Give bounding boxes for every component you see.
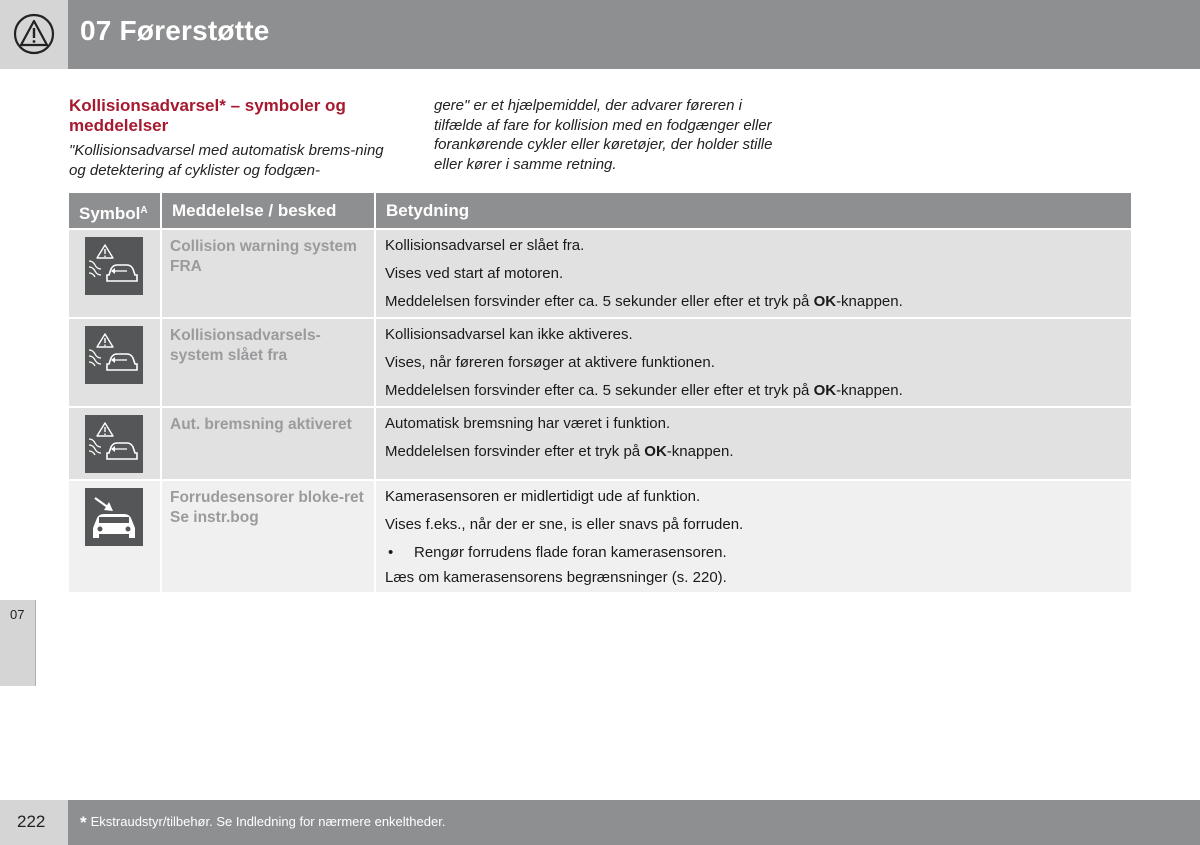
table-row [69, 319, 1131, 406]
header-symbol: Symbol$^A$ [79, 204, 148, 223]
table-row [69, 230, 1131, 317]
meaning-cell [376, 230, 1131, 317]
warning-triangle-icon [13, 13, 55, 55]
symbol-cell [69, 481, 160, 592]
meaning-cell [376, 481, 1131, 592]
bullet-icon: • [388, 544, 394, 561]
chapter-title: 07 Førerstøtte [80, 15, 270, 46]
message-text: Collision warning system FRA [170, 238, 357, 275]
meaning-line: Automatisk bremsning har været i funktion. [385, 415, 671, 432]
message-cell [162, 408, 374, 479]
symbol-cell [69, 408, 160, 479]
collision-warning-icon [85, 415, 143, 473]
message-cell [162, 230, 374, 317]
symbol-cell [69, 230, 160, 317]
message-cell [162, 319, 374, 406]
meaning-line: Kollisionsadvarsel kan ikke aktiveres. [385, 326, 633, 343]
intro-text-right: gere" er et hjælpemiddel, der advarer føreren i tilfælde af fare for kollision med en fodgænger eller forankørende cykler eller køretøjer, der holder stille eller kører i samme retning. [434, 97, 773, 173]
meaning-bullet: • Rengør forrudens flade foran kamerasensoren. [388, 544, 727, 561]
meaning-line: Meddelelsen forsvinder efter et tryk på OK-knappen. [385, 443, 734, 460]
message-text: Forrudesensorer bloke-ret Se instr.bog [170, 489, 364, 526]
meaning-line: Læs om kamerasensorens begrænsninger (s. 220). [385, 569, 727, 586]
meaning-line: Vises, når føreren forsøger at aktivere funktionen. [385, 354, 715, 371]
collision-warning-icon [85, 237, 143, 295]
table-header [69, 193, 1131, 228]
message-text: Kollisionsadvarsels-system slået fra [170, 327, 321, 364]
meaning-line: Meddelelsen forsvinder efter ca. 5 sekunder eller efter et tryk på OK-knappen. [385, 382, 903, 399]
chapter-tab: 07 [0, 600, 36, 686]
intro-text-left: "Kollisionsadvarsel med automatisk brems-ning og detektering af cyklister og fodgæn- [69, 142, 384, 179]
message-cell [162, 481, 374, 592]
footnote: * Ekstraudstyr/tilbehør. Se Indledning for nærmere enkeltheder. [80, 813, 446, 832]
windscreen-sensor-blocked-icon [85, 488, 143, 546]
table-row [69, 481, 1131, 592]
message-text: Aut. bremsning aktiveret [170, 416, 352, 433]
meaning-cell [376, 319, 1131, 406]
meaning-line: Meddelelsen forsvinder efter ca. 5 sekunder eller efter et tryk på OK-knappen. [385, 293, 903, 310]
table-row [69, 408, 1131, 479]
page-number: 222 [17, 812, 46, 831]
header-icon-area [0, 0, 68, 69]
meaning-line: Kamerasensoren er midlertidigt ude af funktion. [385, 488, 701, 505]
section-title: Kollisionsadvarsel* – symboler og meddelelser [69, 96, 346, 135]
collision-warning-icon [85, 326, 143, 384]
asterisk-icon: * [80, 813, 87, 832]
meaning-line: Kollisionsadvarsel er slået fra. [385, 237, 585, 254]
meaning-line: Vises ved start af motoren. [385, 265, 564, 282]
symbol-cell [69, 319, 160, 406]
header-message: Meddelelse / besked [172, 201, 337, 220]
header-meaning: Betydning [386, 201, 470, 220]
meaning-cell [376, 408, 1131, 479]
meaning-line: Vises f.eks., når der er sne, is eller snavs på forruden. [385, 516, 744, 533]
